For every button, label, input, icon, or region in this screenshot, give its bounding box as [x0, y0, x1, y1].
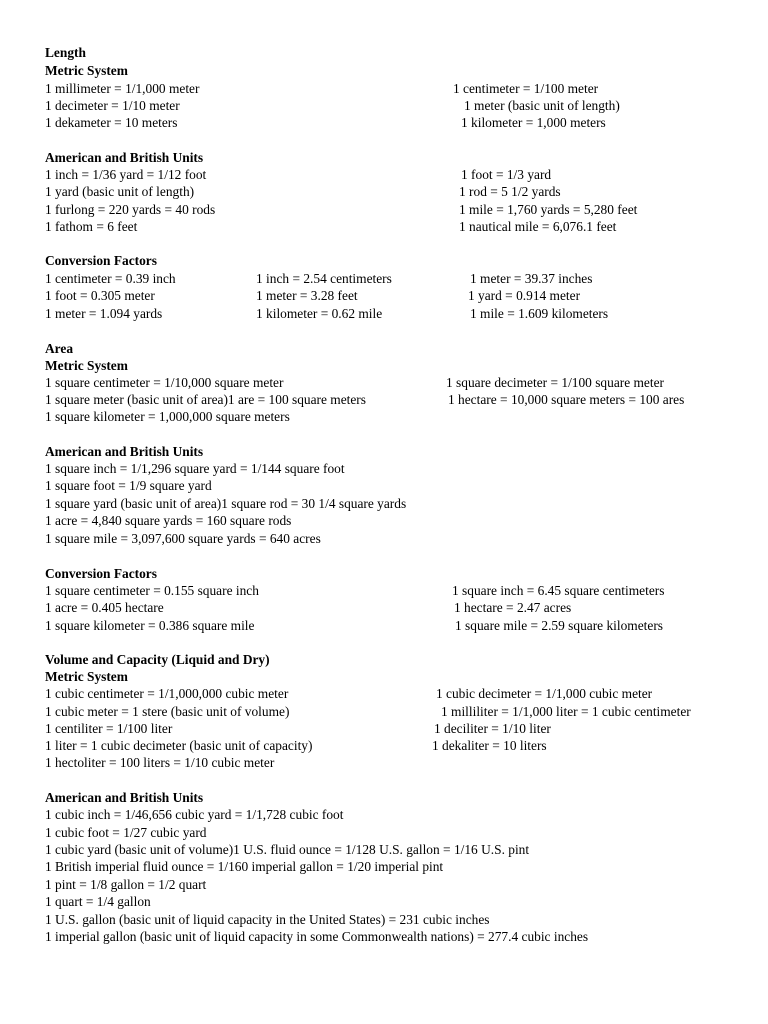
area-conversion-right-3: 1 square mile = 2.59 square kilometers: [455, 618, 663, 633]
volume-metric-right-3: 1 deciliter = 1/10 liter: [434, 721, 551, 736]
length-conversion-c1-2: 1 foot = 0.305 meter: [45, 288, 155, 303]
volume-metric-left-4: 1 liter = 1 cubic decimeter (basic unit of capacity): [45, 738, 313, 753]
area-american-line-4: 1 acre = 4,840 square yards = 160 square rods: [45, 513, 292, 528]
volume-metric-right-4: 1 dekaliter = 10 liters: [432, 738, 547, 753]
volume-metric-right-2: 1 milliliter = 1/1,000 liter = 1 cubic centimeter: [441, 704, 691, 719]
length-conversion-c3-1: 1 meter = 39.37 inches: [470, 271, 593, 286]
area-metric-right-2: 1 hectare = 10,000 square meters = 100 ares: [448, 392, 685, 407]
length-american-right-4: 1 nautical mile = 6,076.1 feet: [459, 219, 617, 234]
area-metric-left-1: 1 square centimeter = 1/10,000 square meter: [45, 375, 284, 390]
area-conversion-right-1: 1 square inch = 6.45 square centimeters: [452, 583, 665, 598]
length-conversion-c2-2: 1 meter = 3.28 feet: [256, 288, 358, 303]
area-conversion-left-1: 1 square centimeter = 0.155 square inch: [45, 583, 259, 598]
area-american-line-2: 1 square foot = 1/9 square yard: [45, 478, 212, 493]
area-heading: Area: [45, 341, 74, 356]
area-metric-right-1: 1 square decimeter = 1/100 square meter: [446, 375, 664, 390]
volume-metric-left-3: 1 centiliter = 1/100 liter: [45, 721, 173, 736]
volume-american-line-8: 1 imperial gallon (basic unit of liquid capacity in some Commonwealth nations) = 277.4 cubic inches: [45, 929, 589, 944]
area-metric-subheading: Metric System: [45, 358, 128, 373]
volume-american-line-2: 1 cubic foot = 1/27 cubic yard: [45, 825, 207, 840]
length-american-left-4: 1 fathom = 6 feet: [45, 219, 138, 234]
length-american-right-1: 1 foot = 1/3 yard: [461, 167, 552, 182]
area-conversion-left-2: 1 acre = 0.405 hectare: [45, 600, 164, 615]
length-american-left-2: 1 yard (basic unit of length): [45, 184, 195, 199]
length-conversion-c2-3: 1 kilometer = 0.62 mile: [256, 306, 383, 321]
length-metric-left-1: 1 millimeter = 1/1,000 meter: [45, 81, 200, 96]
length-metric-left-3: 1 dekameter = 10 meters: [45, 115, 178, 130]
area-american-line-1: 1 square inch = 1/1,296 square yard = 1/144 square foot: [45, 461, 345, 476]
length-conversion-c1-1: 1 centimeter = 0.39 inch: [45, 271, 176, 286]
length-conversion-c3-3: 1 mile = 1.609 kilometers: [470, 306, 609, 321]
volume-american-line-5: 1 pint = 1/8 gallon = 1/2 quart: [45, 877, 207, 892]
length-american-right-3: 1 mile = 1,760 yards = 5,280 feet: [459, 202, 638, 217]
length-conversion-c3-2: 1 yard = 0.914 meter: [468, 288, 581, 303]
area-american-line-5: 1 square mile = 3,097,600 square yards = 640 acres: [45, 531, 321, 546]
volume-metric-left-5: 1 hectoliter = 100 liters = 1/10 cubic meter: [45, 755, 275, 770]
area-conversion-right-2: 1 hectare = 2.47 acres: [454, 600, 572, 615]
length-conversion-c1-3: 1 meter = 1.094 yards: [45, 306, 163, 321]
area-metric-left-3: 1 square kilometer = 1,000,000 square meters: [45, 409, 290, 424]
length-american-left-3: 1 furlong = 220 yards = 40 rods: [45, 202, 216, 217]
length-metric-right-1: 1 centimeter = 1/100 meter: [453, 81, 599, 96]
length-metric-right-3: 1 kilometer = 1,000 meters: [461, 115, 606, 130]
length-american-right-2: 1 rod = 5 1/2 yards: [459, 184, 561, 199]
area-american-line-3: 1 square yard (basic unit of area)1 square rod = 30 1/4 square yards: [45, 496, 407, 511]
area-conversion-subheading: Conversion Factors: [45, 566, 157, 581]
length-metric-subheading: Metric System: [45, 63, 128, 78]
length-american-left-1: 1 inch = 1/36 yard = 1/12 foot: [45, 167, 207, 182]
area-metric-left-2: 1 square meter (basic unit of area)1 are = 100 square meters: [45, 392, 366, 407]
volume-metric-right-1: 1 cubic decimeter = 1/1,000 cubic meter: [436, 686, 653, 701]
volume-american-line-7: 1 U.S. gallon (basic unit of liquid capacity in the United States) = 231 cubic inches: [45, 912, 490, 927]
volume-american-subheading: American and British Units: [45, 790, 204, 805]
length-conversion-c2-1: 1 inch = 2.54 centimeters: [256, 271, 392, 286]
volume-american-line-1: 1 cubic inch = 1/46,656 cubic yard = 1/1,728 cubic foot: [45, 807, 344, 822]
volume-american-line-6: 1 quart = 1/4 gallon: [45, 894, 151, 909]
length-american-subheading: American and British Units: [45, 150, 204, 165]
volume-american-line-3: 1 cubic yard (basic unit of volume)1 U.S. fluid ounce = 1/128 U.S. gallon = 1/16 U.S. pint: [45, 842, 530, 857]
length-metric-right-2: 1 meter (basic unit of length): [464, 98, 620, 113]
area-conversion-left-3: 1 square kilometer = 0.386 square mile: [45, 618, 255, 633]
length-heading: Length: [45, 45, 86, 60]
length-metric-left-2: 1 decimeter = 1/10 meter: [45, 98, 180, 113]
volume-metric-left-2: 1 cubic meter = 1 stere (basic unit of volume): [45, 704, 290, 719]
volume-metric-left-1: 1 cubic centimeter = 1/1,000,000 cubic meter: [45, 686, 289, 701]
volume-american-line-4: 1 British imperial fluid ounce = 1/160 imperial gallon = 1/20 imperial pint: [45, 859, 444, 874]
volume-heading: Volume and Capacity (Liquid and Dry): [45, 652, 270, 667]
volume-metric-subheading: Metric System: [45, 669, 128, 684]
length-conversion-subheading: Conversion Factors: [45, 253, 157, 268]
area-american-subheading: American and British Units: [45, 444, 204, 459]
